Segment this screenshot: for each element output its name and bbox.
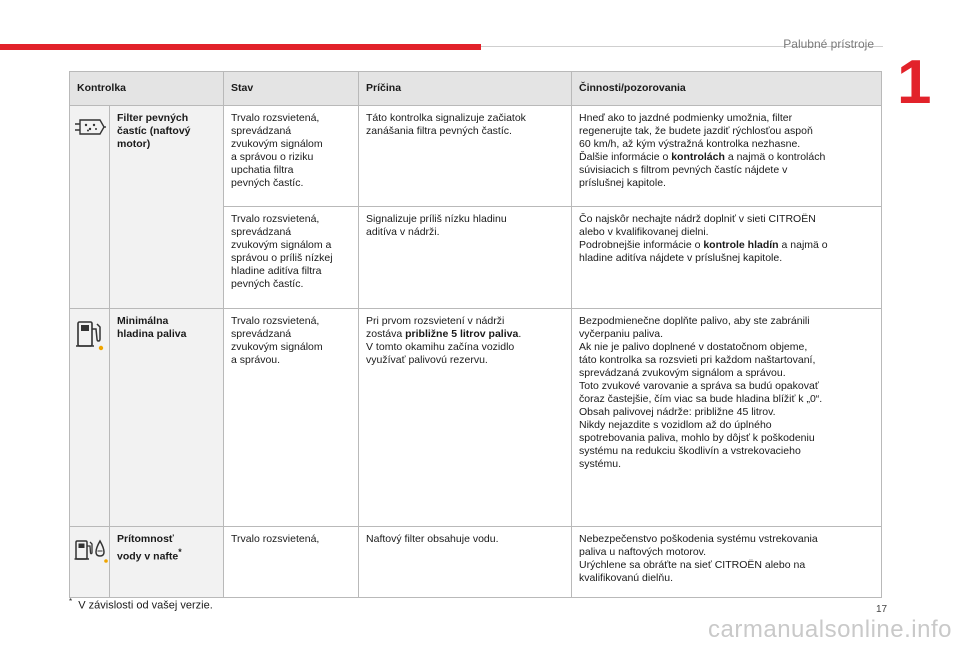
cause-text: Táto kontrolka signalizuje začiatok zanášania filtra pevných častíc. <box>359 106 572 207</box>
icon-cell <box>70 309 110 527</box>
action-text-part: Čo najskôr nechajte nádrž doplniť v sieti CITROËN alebo v kvalifikovanej dielni. Podrobnejšie informácie o <box>579 213 816 251</box>
warning-name: Minimálna hladina paliva <box>110 309 224 527</box>
icon-cell <box>70 527 110 598</box>
state-text: Trvalo rozsvietená, sprevádzaná zvukovým signálom a správou o riziku upchatia filtra pevných častíc. <box>224 106 359 207</box>
particle-filter-icon <box>74 116 106 138</box>
table-row <box>70 527 882 598</box>
cause-text: Naftový filter obsahuje vodu. <box>359 527 572 598</box>
water-in-diesel-icon <box>74 537 108 563</box>
table-row <box>70 106 882 207</box>
action-text: Bezpodmienečne doplňte palivo, aby ste zabránili vyčerpaniu paliva. Ak nie je palivo doplnené v dostatočnom objeme, táto kontrolka sa rozsvieti pri každom naštartovaní, sprevádzaná zvukovým signálom a správou. Toto zvukové varovanie a správa sa budú opakovať čoraz častejšie, čím viac sa bude hladina blížiť k „0“. Obsah palivovej nádrže: približne 45 litrov. Nikdy nejazdite s vozidlom až do úplného spotrebovania paliva, mohlo by dôjsť k poškodeniu systému na redukciu škodlivín a vstrekovacieho systému. <box>572 309 882 527</box>
action-text-part: a najmä o hladine aditíva nájdete v príslušnej kapitole. <box>579 239 828 264</box>
footnote-mark: * <box>69 597 73 606</box>
cause-keyword: približne 5 litrov paliva <box>405 328 519 340</box>
action-keyword: kontrolách <box>671 151 725 163</box>
footnote-text: V závislosti od vašej verzie. <box>78 599 213 612</box>
action-keyword: kontrole hladín <box>703 239 779 251</box>
section-title: Palubné prístroje <box>783 37 874 51</box>
watermark: carmanualsonline.info <box>708 616 952 643</box>
action-text: Nebezpečenstvo poškodenia systému vstrekovania paliva u naftových motorov. Urýchlene sa obráťte na sieť CITROËN alebo na kvalifikovanú dielňu. <box>572 527 882 598</box>
column-header-cause: Príčina <box>359 72 572 106</box>
state-text: Trvalo rozsvietená, sprevádzaná zvukovým signálom a správou o príliš nízkej hladine aditíva filtra pevných častíc. <box>224 207 359 309</box>
state-text: Trvalo rozsvietená, <box>224 527 359 598</box>
action-text <box>572 207 882 309</box>
table-header-row <box>70 72 882 106</box>
chapter-number: 1 <box>897 48 932 117</box>
column-header-state: Stav <box>224 72 359 106</box>
page-number: 17 <box>876 604 888 615</box>
action-text-part: Hneď ako to jazdné podmienky umožnia, filter regenerujte tak, že budete jazdiť rýchlosťou aspoň 60 km/h, až kým výstražná kontrolka nezhasne. Ďalšie informácie o <box>579 112 813 163</box>
warning-name: Filter pevných častíc (naftový motor) <box>110 106 224 309</box>
accent-bar <box>0 44 481 50</box>
footnote-marker: * <box>178 547 182 557</box>
warning-lights-table-container <box>69 71 881 598</box>
warning-lights-table <box>69 71 882 598</box>
state-text: Trvalo rozsvietená, sprevádzaná zvukovým signálom a správou. <box>224 309 359 527</box>
warning-name <box>110 527 224 598</box>
table-row <box>70 309 882 527</box>
icon-cell <box>70 106 110 309</box>
cause-text-part: Pri prvom rozsvietení v nádrži zostáva <box>366 315 505 340</box>
cause-text-part: . V tomto okamihu začína vozidlo využívať palivovú rezervu. <box>366 328 522 366</box>
warning-name-text: Prítomnosť vody v nafte <box>117 533 179 563</box>
action-text <box>572 106 882 207</box>
cause-text <box>359 309 572 527</box>
fuel-pump-icon <box>75 319 105 351</box>
cause-text: Signalizuje príliš nízku hladinu aditíva v nádrži. <box>359 207 572 309</box>
footnote <box>69 597 213 612</box>
column-header-actions: Činnosti/pozorovania <box>572 72 882 106</box>
column-header-warning-light: Kontrolka <box>70 72 224 106</box>
action-text-part: a najmä o kontrolách súvisiacich s filtrom pevných častíc nájdete v príslušnej kapitole. <box>579 151 826 189</box>
